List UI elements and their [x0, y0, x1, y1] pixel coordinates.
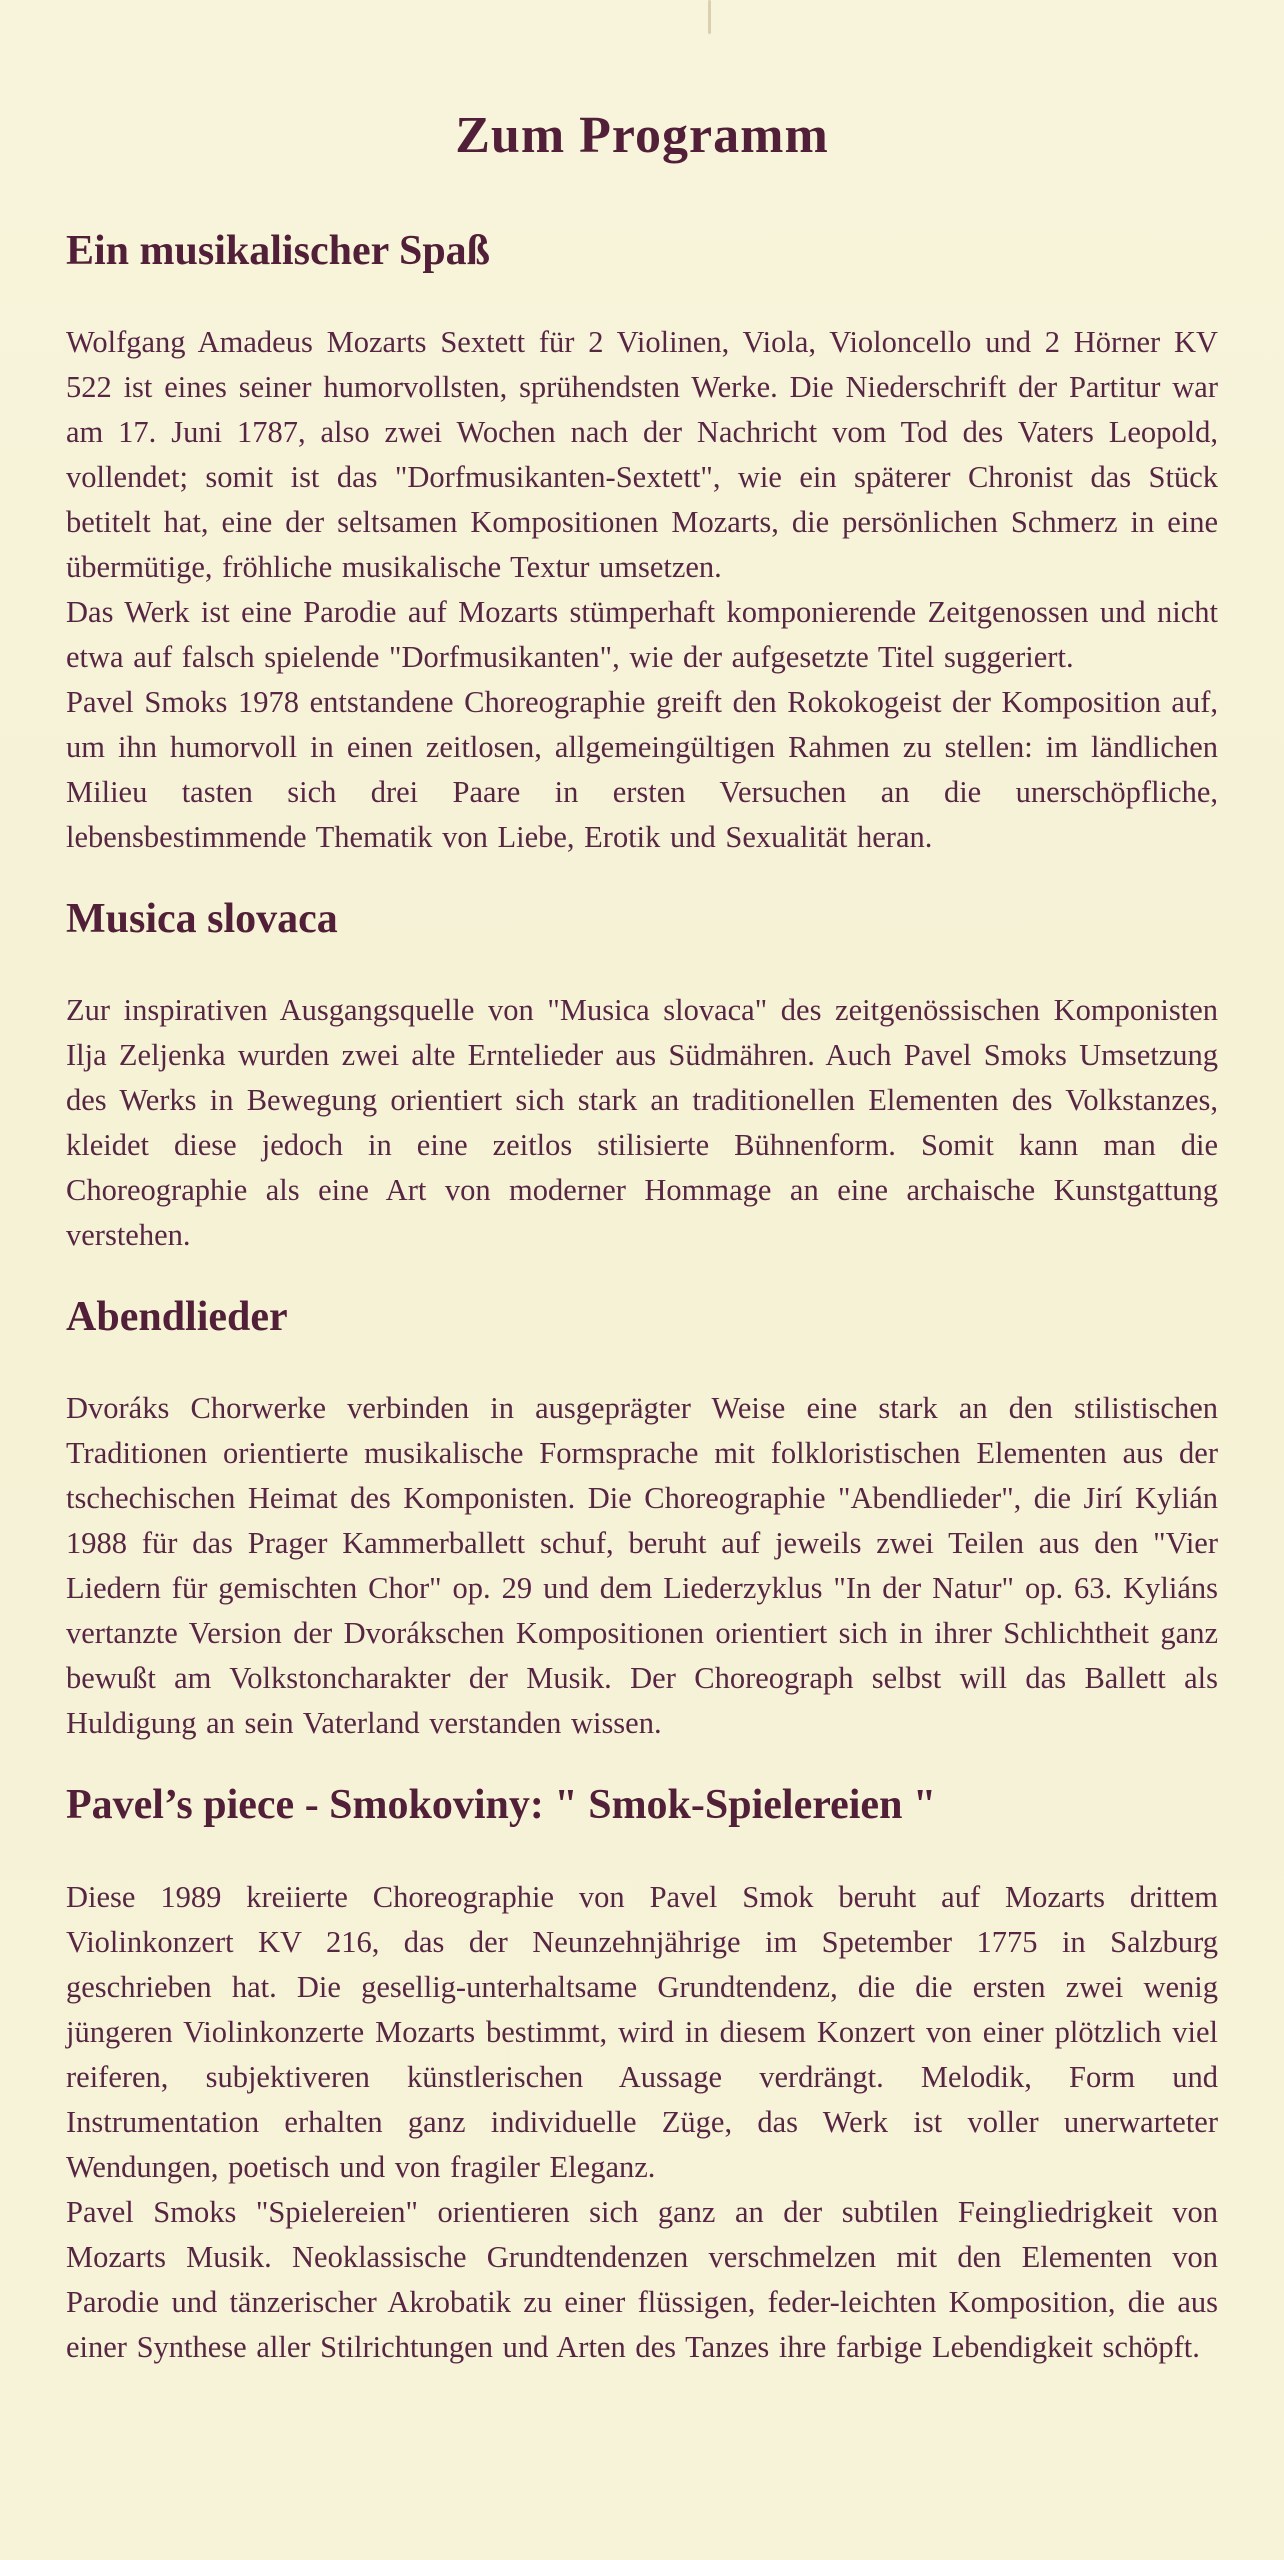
paragraph: Wolfgang Amadeus Mozarts Sextett für 2 Violinen, Viola, Violoncello und 2 Hörner KV 522 ist eines seiner humorvollsten, sprühendsten Werke. Die Niederschrift der Partitur war am 17. Juni 1787, also zwei Wochen nach der Nachricht vom Tod des Vaters Leopold, vollendet; somit ist das "Dorfmusikanten-Sextett", wie ein späterer Chronist das Stück betitelt hat, eine der seltsamen Kompositionen Mozarts, die persönlichen Schmerz in eine übermütige, fröhliche musikalische Textur umsetzen. [66, 324, 1218, 584]
document-body [66, 228, 1218, 2370]
scan-artifact [708, 0, 711, 34]
section-heading-pavels-piece: Pavel’s piece - Smokoviny: " Smok-Spielereien " [66, 1782, 937, 1829]
section-heading-abendlieder: Abendlieder [66, 1294, 288, 1341]
section-ein-musikalischer-spass [66, 228, 1218, 860]
paragraph: Pavel Smoks "Spielereien" orientieren sich ganz an der subtilen Feingliedrigkeit von Mozarts Musik. Neoklassische Grundtendenzen verschmelzen mit den Elementen von Parodie und tänzerischer Akrobatik zu einer flüssigen, feder-leichten Komposition, die aus einer Synthese aller Stilrichtungen und Arten des Tanzes ihre farbige Lebendigkeit schöpft. [66, 2194, 1218, 2364]
page-title: Zum Programm [455, 107, 829, 164]
section-heading-ein-musikalischer-spass: Ein musikalischer Spaß [66, 227, 491, 274]
paragraph: Pavel Smoks 1978 entstandene Choreographie greift den Rokokogeist der Komposition auf, um ihn humorvoll in einen zeitlosen, allgemeingültigen Rahmen zu stellen: im ländlichen Milieu tasten sich drei Paare in ersten Versuchen an die unerschöpfliche, lebensbestimmende Thematik von Liebe, Erotik und Sexualität heran. [66, 684, 1218, 854]
section-musica-slovaca [66, 896, 1218, 1258]
paragraph: Das Werk ist eine Parodie auf Mozarts stümperhaft komponierende Zeitgenossen und nicht etwa auf falsch spielende "Dorfmusikanten", wie der aufgesetzte Titel suggeriert. [66, 594, 1218, 674]
section-abendlieder [66, 1294, 1218, 1746]
section-heading-musica-slovaca: Musica slovaca [66, 895, 338, 942]
paragraph: Dvoráks Chorwerke verbinden in ausgeprägter Weise eine stark an den stilistischen Traditionen orientierte musikalische Formsprache mit folkloristischen Elementen aus der tschechischen Heimat des Komponisten. Die Choreographie "Abendlieder", die Jirí Kylián 1988 für das Prager Kammerballett schuf, beruht auf jeweils zwei Teilen aus den "Vier Liedern für gemischten Chor" op. 29 und dem Liederzyklus "In der Natur" op. 63. Kyliáns vertanzte Version der Dvorákschen Kompositionen orientiert sich in ihrer Schlichtheit ganz bewußt am Volkstoncharakter der Musik. Der Choreograph selbst will das Ballett als Huldigung an sein Vaterland verstanden wissen. [66, 1391, 1218, 1741]
section-pavels-piece [66, 1782, 1218, 2369]
paragraph: Diese 1989 kreiierte Choreographie von Pavel Smok beruht auf Mozarts drittem Violinkonzert KV 216, das der Neunzehnjährige im Spetember 1775 in Salzburg geschrieben hat. Die gesellig-unterhaltsame Grundtendenz, die die ersten zwei wenig jüngeren Violinkonzerte Mozarts bestimmt, wird in diesem Konzert von einer plötzlich viel reiferen, subjektiveren künstlerischen Aussage verdrängt. Melodik, Form und Instrumentation erhalten ganz individuelle Züge, das Werk ist voller unerwarteter Wendungen, poetisch und von fragiler Eleganz. [66, 1879, 1218, 2184]
paragraph: Zur inspirativen Ausgangsquelle von "Musica slovaca" des zeitgenössischen Komponisten Ilja Zeljenka wurden zwei alte Erntelieder aus Südmähren. Auch Pavel Smoks Umsetzung des Werks in Bewegung orientiert sich stark an traditionellen Elementen des Volkstanzes, kleidet diese jedoch in eine zeitlos stilisierte Bühnenform. Somit kann man die Choreographie als eine Art von moderner Hommage an eine archaische Kunstgattung verstehen. [66, 993, 1218, 1253]
